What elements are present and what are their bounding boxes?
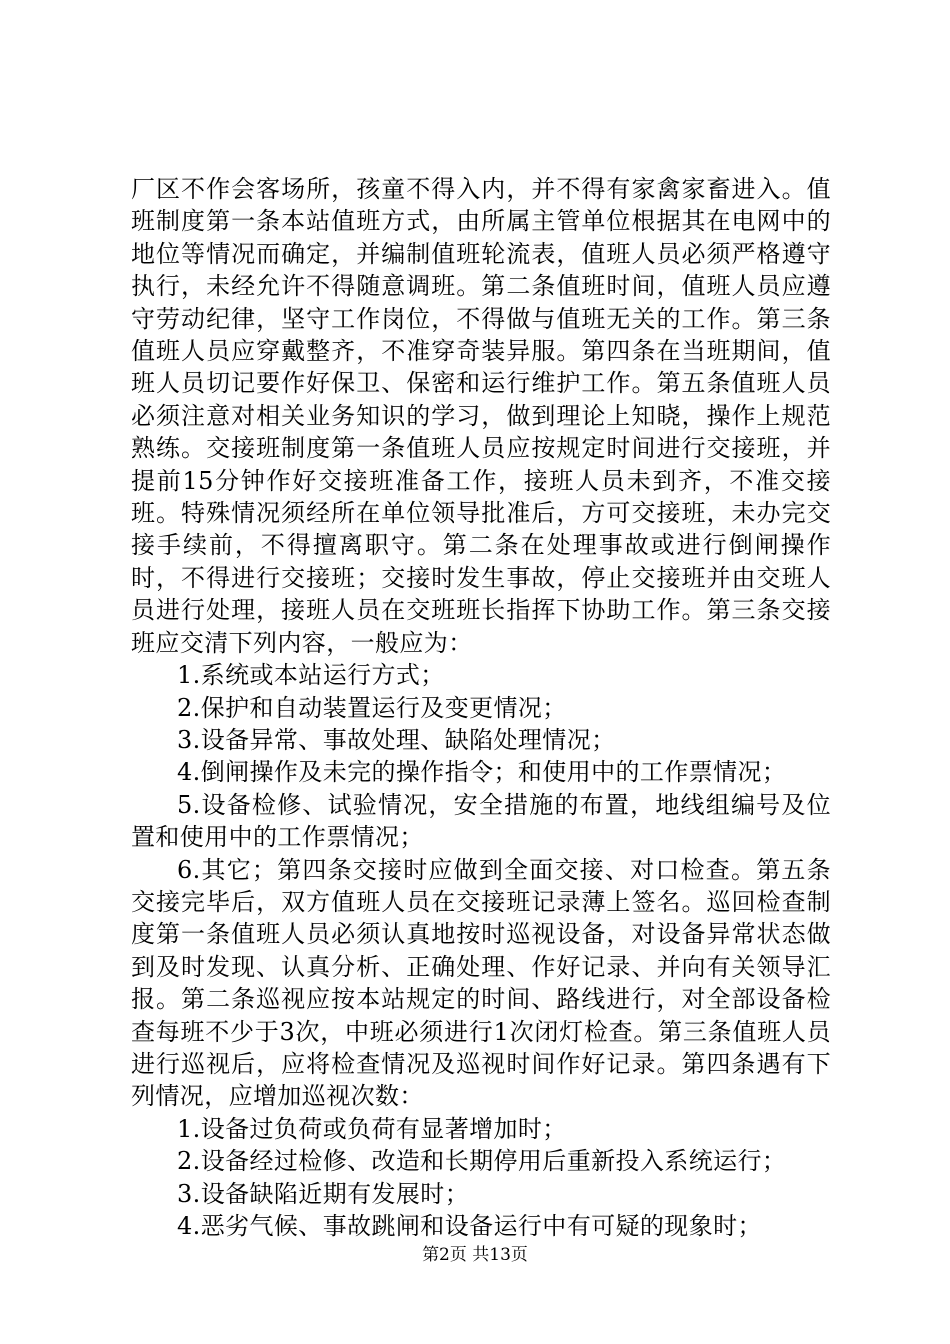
document-body (131, 173, 831, 1242)
handover-item-3: 3.设备异常、事故处理、缺陷处理情况； (177, 725, 616, 754)
handover-item-2: 2.保护和自动装置运行及变更情况； (177, 693, 567, 722)
handover-item-6: 6.其它；第四条交接时应做到全面交接、对口检查。第五条交接完毕后，双方值班人员在交接班记录薄上签名。巡回检查制度第一条值班人员必须认真地按时巡视设备，对设备异常状态做到及时发现、认真分析、正确处理、作好记录、并向有关领导汇报。第二条巡视应按本站规定的时间、路线进行，对全部设备检查每班不少于3次，中班必须进行1次闭灯检查。第三条值班人员进行巡视后，应将检查情况及巡视时间作好记录。第四条遇有下列情况，应增加巡视次数： (131, 855, 831, 1111)
inspection-item-4: 4.恶劣气候、事故跳闸和设备运行中有可疑的现象时； (177, 1212, 762, 1240)
inspection-item-3: 3.设备缺陷近期有发展时； (177, 1179, 470, 1208)
page-footer (0, 1243, 950, 1267)
handover-item-1: 1.系统或本站运行方式； (177, 661, 445, 690)
page-number-label: 第2页 共13页 (422, 1245, 528, 1265)
handover-item-5: 5.设备检修、试验情况，安全措施的布置，地线组编号及位置和使用中的工作票情况； (131, 790, 831, 852)
inspection-item-2: 2.设备经过检修、改造和长期停用后重新投入系统运行； (177, 1147, 787, 1176)
inspection-item-1: 1.设备过负荷或负荷有显著增加时； (177, 1114, 567, 1143)
handover-item-4: 4.倒闸操作及未完的操作指令；和使用中的工作票情况； (177, 758, 787, 787)
body-paragraph: 厂区不作会客场所，孩童不得入内，并不得有家禽家畜进入。值班制度第一条本站值班方式，由所属主管单位根据其在电网中的地位等情况而确定，并编制值班轮流表，值班人员必须严格遵守执行，未经允许不得随意调班。第二条值班时间，值班人员应遵守劳动纪律，坚守工作岗位，不得做与值班无关的工作。第三条值班人员应穿戴整齐，不准穿奇装异服。第四条在当班期间，值班人员切记要作好保卫、保密和运行维护工作。第五条值班人员必须注意对相关业务知识的学习，做到理论上知晓，操作上规范熟练。交接班制度第一条值班人员应按规定时间进行交接班，并提前15分钟作好交接班准备工作，接班人员未到齐，不准交接班。特殊情况须经所在单位领导批准后，方可交接班，未办完交接手续前，不得擅离职守。第二条在处理事故或进行倒闸操作时，不得进行交接班；交接时发生事故，停止交接班并由交班人员进行处理，接班人员在交班班长指挥下协助工作。第三条交接班应交清下列内容，一般应为： (131, 175, 831, 657)
